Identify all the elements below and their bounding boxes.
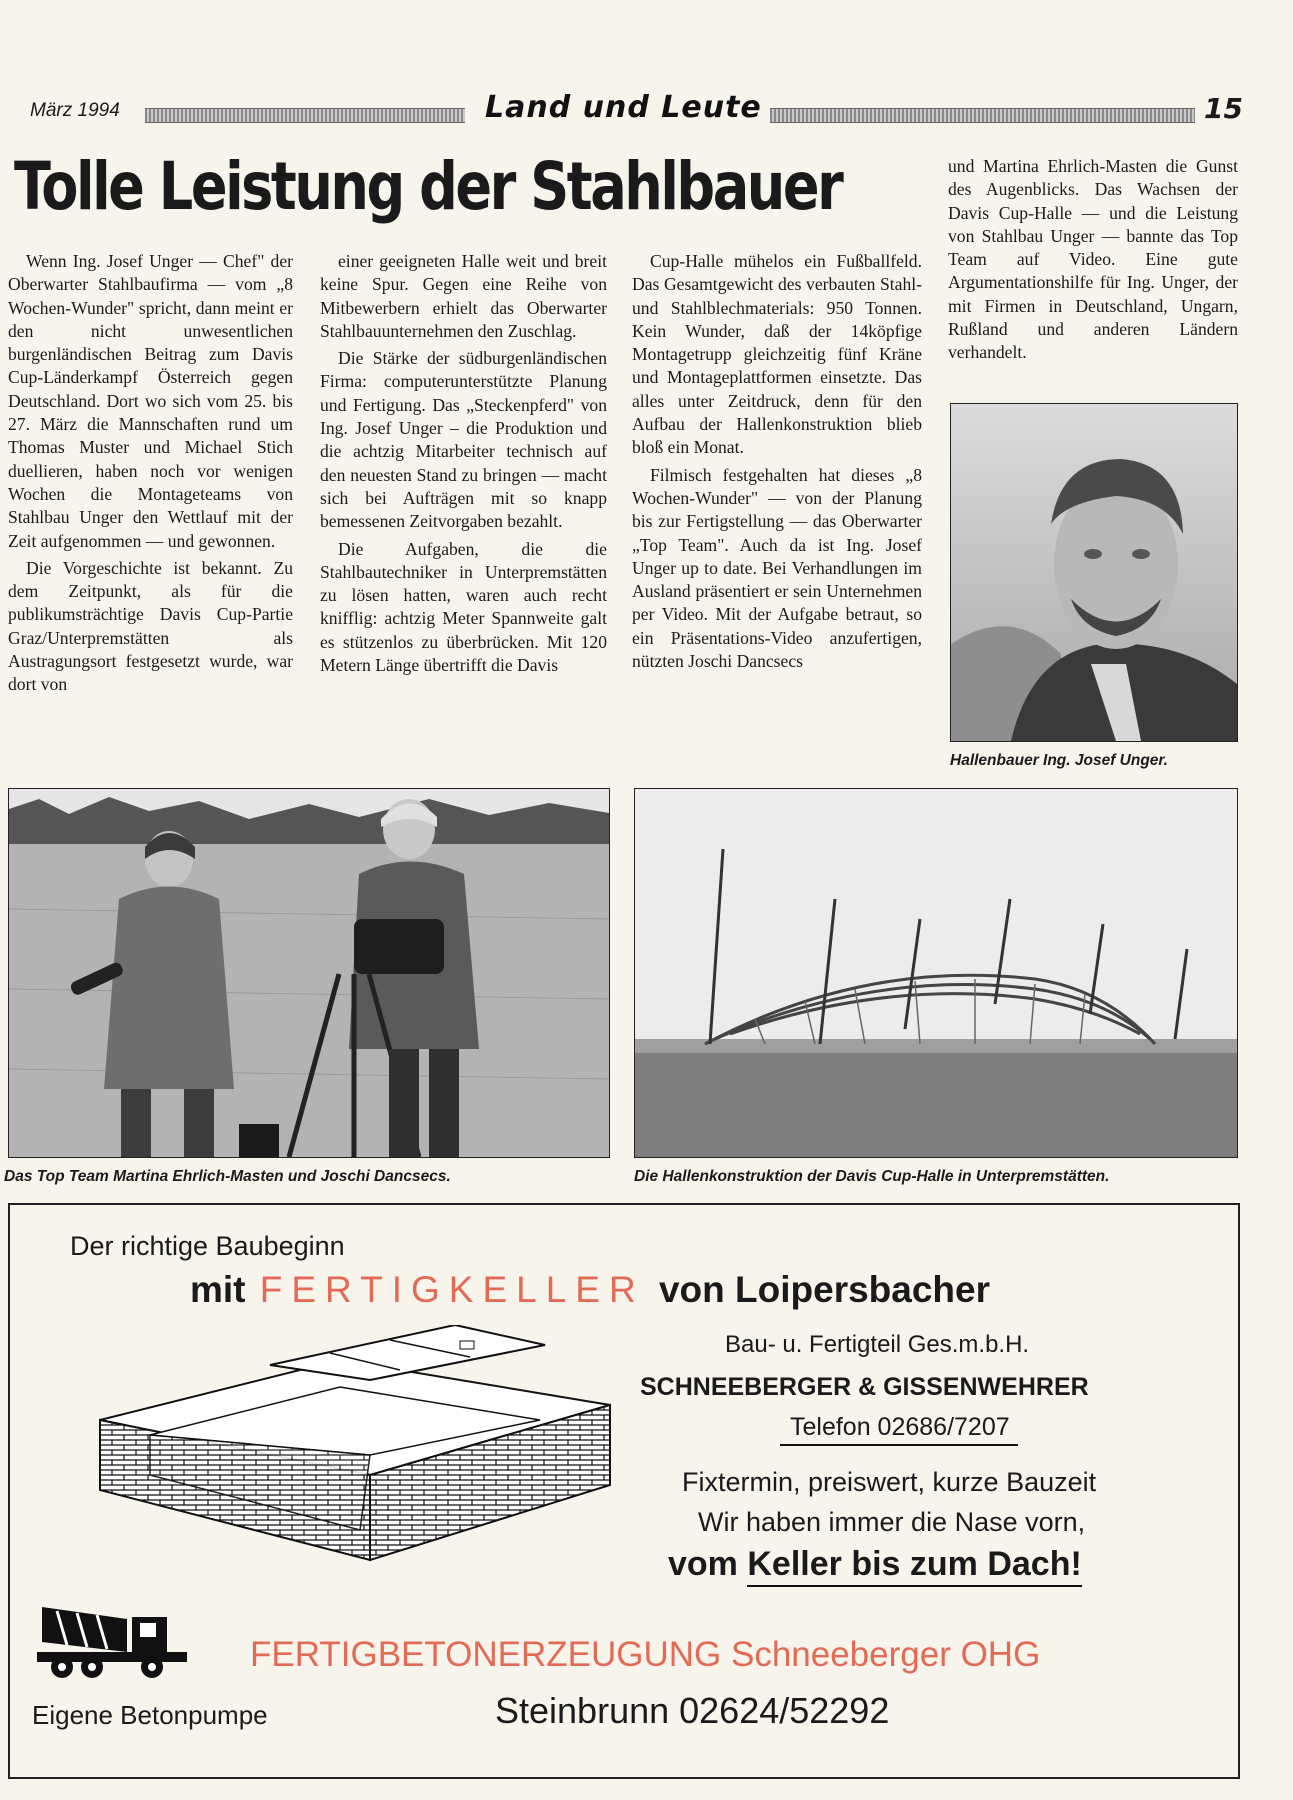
article-column-1 xyxy=(8,250,293,697)
team-photo xyxy=(8,788,610,1158)
ad-company-2: SCHNEEBERGER & GISSENWEHRER xyxy=(640,1373,1089,1401)
ad-von: von Loipersbacher xyxy=(658,1269,990,1310)
portrait-photo xyxy=(950,403,1238,742)
paragraph: und Martina Ehrlich-Masten die Gunst des Augenblicks. Das Wachsen der Davis Cup-Halle — und die Leistung von Stahlbau Unger — bannte das Top Team auf Video. Eine gute Argumentationshilfe für Ing. Unger, der mit Firmen in Deutschland, Ungarn, Rußland und anderen Ländern verhandelt. xyxy=(948,156,1238,363)
hall-image xyxy=(635,789,1237,1157)
section-logo: Land und Leute xyxy=(485,90,762,125)
ad-line-1: Der richtige Baubeginn xyxy=(70,1231,345,1261)
headline: Tolle Leistung der Stahlbauer xyxy=(14,148,842,225)
ad-city-phone: Steinbrunn 02624/52292 xyxy=(495,1690,890,1731)
ad-slogan-1: Fixtermin, preiswert, kurze Bauzeit xyxy=(682,1467,1097,1497)
ad-headline xyxy=(190,1269,990,1311)
header-rule-left xyxy=(145,108,465,123)
issue-date: März 1994 xyxy=(30,100,120,121)
team-image xyxy=(9,789,609,1157)
ad-mit: mit xyxy=(190,1269,246,1310)
header-rule-right xyxy=(770,108,1195,123)
ad-concrete: FERTIGBETONERZEUGUNG Schneeberger OHG xyxy=(250,1635,1041,1674)
ad-slogan-3-pre: vom xyxy=(668,1545,738,1583)
ad-slogan-3 xyxy=(668,1545,1082,1584)
hall-caption: Die Hallenkonstruktion der Davis Cup-Halle in Unterpremstätten. xyxy=(634,1168,1110,1185)
paragraph: Cup-Halle mühelos ein Fußballfeld. Das Gesamtgewicht des verbauten Stahl- und Stahlblechmaterials: 950 Tonnen. Kein Wunder, daß der 14köpfige Montagetrupp gleichzeitig fünf Kräne und Montageplattformen einsetzte. Das alles unter Zeitdruck, denn für den Aufbau der Hallenkonstruktion blieb bloß ein Monat. xyxy=(632,251,922,458)
paragraph: Filmisch festgehalten hat dieses „8 Wochen-Wunder" — von der Planung bis zur Fertigstellung — das Oberwarter „Top Team". Auch da ist Ing. Josef Unger up to date. Bei Verhandlungen im Ausland präsentiert er sein Unternehmen per Video. Mit der Aufgabe betraut, so ein Präsentations-Video anzufertigen, nützten Joschi Dancsecs xyxy=(632,464,922,672)
paragraph: Die Aufgaben, die die Stahlbautechniker in Unterpremstätten zu lösen hatten, waren auch recht knifflig: achtzig Meter Spannweite galt es stützenlos zu überbrücken. Mit 120 Metern Länge übertrifft die Davis xyxy=(320,538,607,676)
mixer-truck-icon xyxy=(32,1597,202,1682)
article-column-2 xyxy=(320,250,607,677)
team-caption: Das Top Team Martina Ehrlich-Masten und Joschi Dancsecs. xyxy=(4,1168,451,1185)
paragraph: Die Stärke der südburgenländischen Firma: computerunterstützte Planung und Fertigung. Das „Steckenpferd" von Ing. Josef Unger – die Produktion und die achtzig Mitarbeiter technisch auf den neuesten Stand zu bringen — macht sich bei Aufträgen mit so knapp bemessenen Zeitvorgaben bezahlt. xyxy=(320,348,607,532)
ad-slogan-2: Wir haben immer die Nase vorn, xyxy=(698,1507,1086,1537)
ad-pump: Eigene Betonpumpe xyxy=(32,1700,268,1730)
page-number: 15 xyxy=(1204,92,1243,125)
paragraph: Wenn Ing. Josef Unger — Chef" der Oberwarter Stahlbaufirma — vom „8 Wochen-Wunder" spricht, dann meint er den nicht unwesentlichen burgenländischen Beitrag zum Davis Cup-Länderkampf Österreich gegen Deutschland. Dort wo sich vom 25. bis 27. März die Mannschaften rund um Thomas Muster und Michael Stich duellieren, haben noch vor wenigen Wochen die Montageteams von Stahlbau Unger den Wettlauf mit der Zeit aufgenommen — und gewonnen. xyxy=(8,251,293,551)
hall-photo xyxy=(634,788,1238,1158)
article-column-3 xyxy=(632,250,922,673)
advertisement xyxy=(8,1203,1240,1779)
article-column-4 xyxy=(948,155,1238,365)
paragraph: einer geeigneten Halle weit und breit keine Spur. Gegen eine Reihe von Mitbewerbern erhielt das Oberwarter Stahlbauunternehmen den Zuschlag. xyxy=(320,251,607,341)
paragraph: Die Vorgeschichte ist bekannt. Zu dem Zeitpunkt, als für die publikumsträchtige Davis Cup-Partie Graz/Unterpremstätten als Austragungsort festgesetzt wurde, war dort von xyxy=(8,557,293,695)
portrait-image xyxy=(951,404,1237,741)
ad-product: FERTIGKELLER xyxy=(259,1269,645,1310)
portrait-caption: Hallenbauer Ing. Josef Unger. xyxy=(950,752,1168,769)
ad-slogan-3-underlined: Keller bis zum Dach! xyxy=(747,1545,1081,1587)
ad-company-1: Bau- u. Fertigteil Ges.m.b.H. xyxy=(725,1331,1030,1358)
ad-phone: Telefon 02686/7207 xyxy=(780,1413,1018,1446)
